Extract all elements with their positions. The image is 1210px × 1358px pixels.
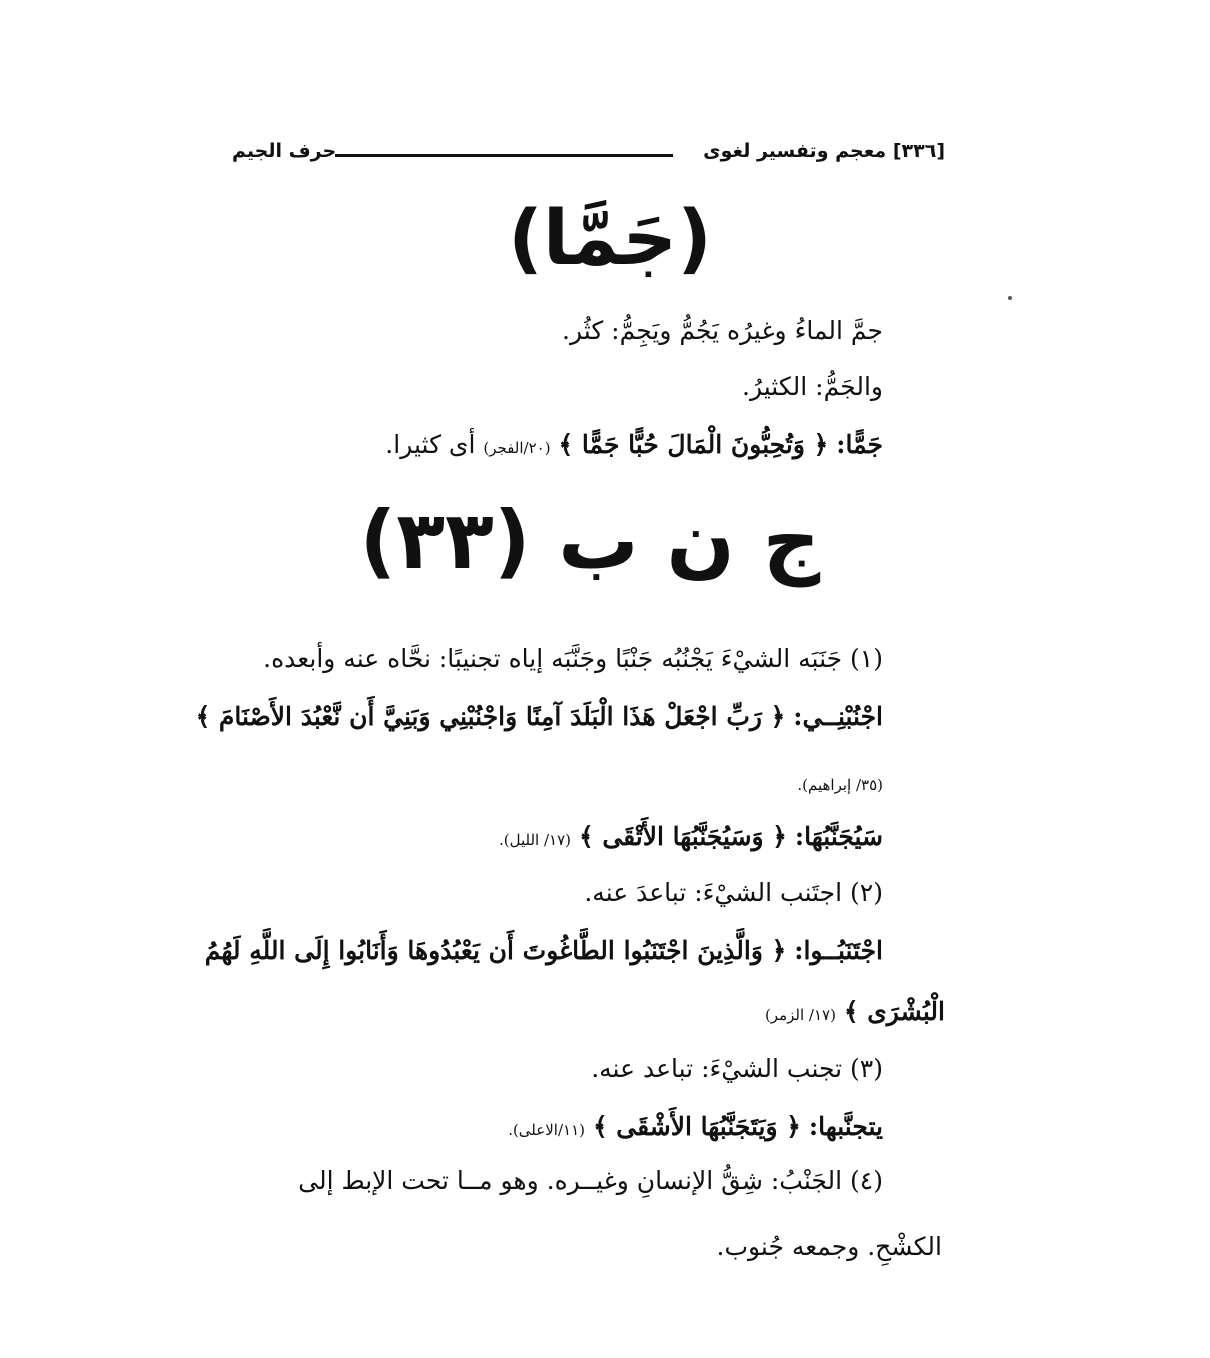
- page-number: [٣٣٦]: [892, 140, 945, 162]
- entry2-p2-quran: ﴿ رَبِّ اجْعَلْ هَذَا الْبَلَدَ آمِنًا وَاجْنُبْنِي وَبَنِيَّ أَن نَّعْبُدَ الأَصْنَامَ ﴾: [195, 702, 786, 731]
- entry2-paragraph-8: (٤) الجَنْبُ: شِقُّ الإنسانِ وغيــره. وهو مــا تحت الإبط إلى: [298, 1166, 883, 1195]
- entry2-paragraph-2: [196, 700, 883, 734]
- entry1-line2: والجَمُّ: الكثيرُ.: [742, 372, 883, 401]
- entry2-paragraph-8-cont: الكشْحِ. وجمعه جُنوب.: [716, 1232, 942, 1261]
- entry-title-jnb: ج ن ب (٣٣): [359, 494, 821, 587]
- entry2-paragraph-1: (١) جَنَبَه الشيْءَ يَجْنُبُه جَنْبًا وجَنَّبَه إياه تجنيبًا: نحَّاه عنه وأبعده.: [263, 644, 883, 673]
- entry2-p2-ref: (٣٥/ إبراهيم).: [797, 776, 883, 794]
- entry2-p2-label: اجْنُبْنِــي:: [793, 702, 883, 731]
- header-rule: [335, 154, 673, 157]
- section-name: حرف الجيم: [232, 140, 337, 162]
- scan-speck: [1008, 296, 1012, 300]
- entry2-paragraph-5-cont: [765, 995, 945, 1032]
- entry1-line1: جمَّ الماءُ وغيرُه يَجُمُّ ويَجِمُّ: كثُر.: [562, 316, 883, 345]
- entry2-p7-label: يتجنَّبها:: [808, 1112, 883, 1141]
- entry1-quran-verse: ﴿ وَتُحِبُّونَ الْمَالَ حُبًّا جَمًّا ﴾: [558, 430, 829, 459]
- entry2-p3-ref: (١٧/ الليل).: [498, 831, 572, 849]
- entry2-paragraph-3: [499, 820, 883, 857]
- entry2-p7-quran: ﴿ وَيَتَجَنَّبُهَا الأَشْقَى ﴾: [592, 1112, 801, 1141]
- entry2-p5-ref: (١٧/ الزمر): [764, 1006, 836, 1024]
- entry2-p5-quran-cont: الْبُشْرَى ﴾: [843, 997, 945, 1026]
- book-title: معجم وتفسير لغوى: [703, 140, 887, 162]
- entry1-line3-label: جَمًّا:: [836, 430, 883, 459]
- entry2-paragraph-7: [508, 1110, 883, 1147]
- entry-title-jamma: (جَمَّا): [508, 193, 712, 282]
- entry1-verse-ref: (٢٠/الفجر): [483, 439, 551, 457]
- entry2-p5-quran: ﴿ وَالَّذِينَ اجْتَنَبُوا الطَّاغُوتَ أَن يَعْبُدُوهَا وَأَنَابُوا إِلَى اللَّهِ لَهُمُ: [204, 936, 787, 965]
- entry1-line3: [385, 428, 883, 465]
- entry2-paragraph-6: (٣) تجنب الشيْءَ: تباعد عنه.: [591, 1054, 883, 1083]
- entry2-paragraph-5: [205, 934, 883, 968]
- running-header-title: [703, 140, 945, 162]
- entry2-p3-quran: ﴿ وَسَيُجَنَّبُهَا الأَتْقَى ﴾: [578, 822, 787, 851]
- entry2-paragraph-4: (٢) اجتَنب الشيْءَ: تباعدَ عنه.: [584, 878, 883, 907]
- entry2-p5-label: اجْتَنَبُــوا:: [794, 936, 883, 965]
- entry2-p7-ref: (١١/الاعلى).: [508, 1121, 585, 1139]
- entry2-p3-label: سَيُجَنَّبُهَا:: [794, 822, 883, 851]
- entry1-line3-rest: أى كثيرا.: [385, 430, 476, 459]
